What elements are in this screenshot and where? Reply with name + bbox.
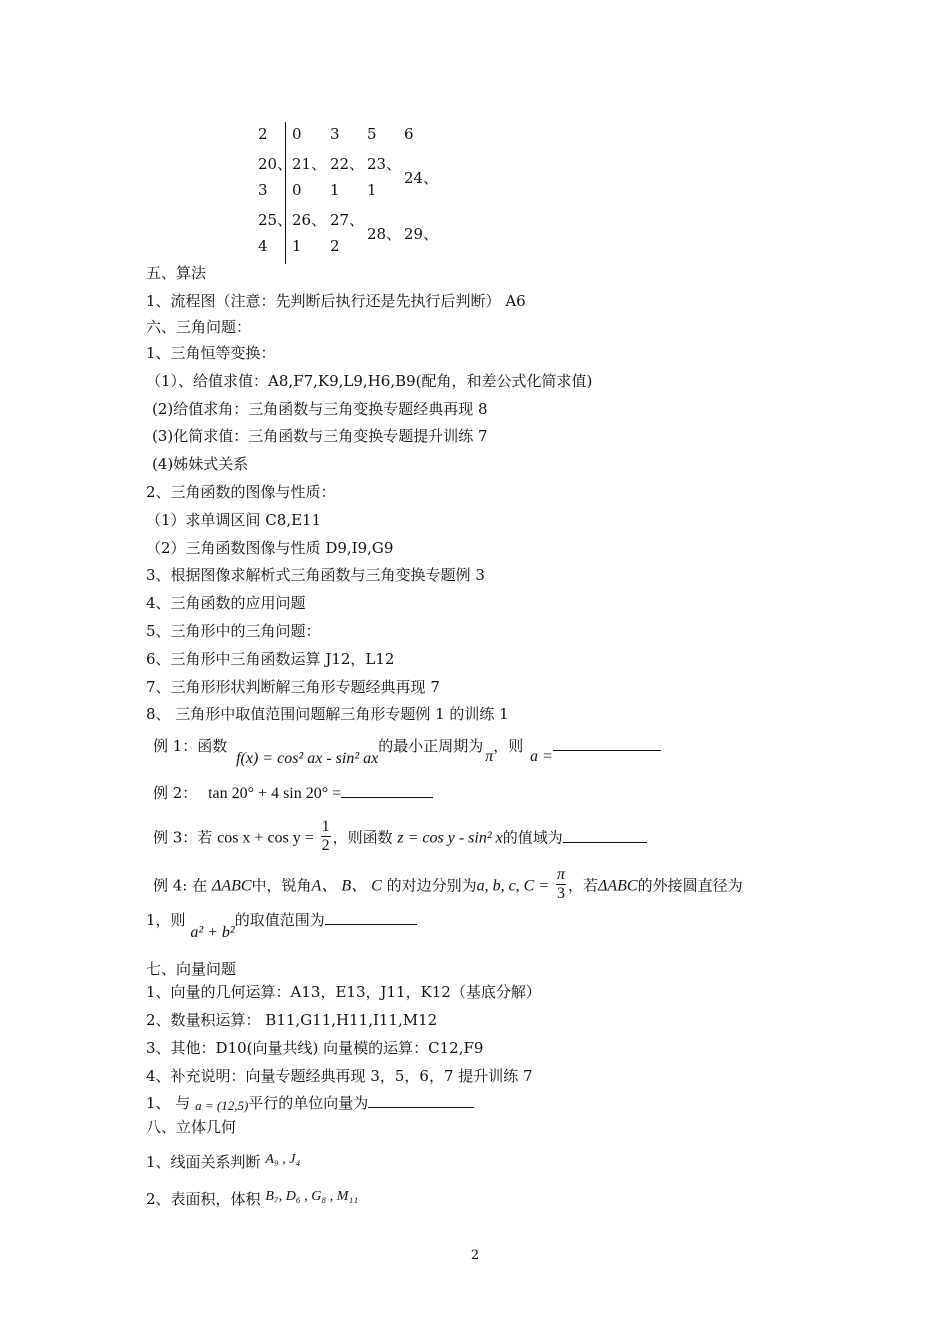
list-item: 4、补充说明：向量专题经典再现 3，5，6，7 提升训练 7 <box>146 1067 533 1085</box>
formula: A₉ , J₄ <box>265 1152 301 1167</box>
example-text: 1，则 <box>146 911 186 929</box>
list-item: (3)化简求值：三角函数与三角变换专题提升训练 7 <box>152 427 488 445</box>
section-title: 八、立体几何 <box>146 1118 237 1136</box>
section-title: 六、三角问题： <box>146 318 252 336</box>
list-item: 1、流程图（注意：先判断后执行还是先执行后判断） A6 <box>146 292 526 310</box>
stem: 2 <box>258 125 268 143</box>
formula: B₇, D₆ , G₈ , M₁₁ <box>265 1189 359 1204</box>
formula: ΔABC <box>211 877 252 895</box>
list-item <box>146 1094 474 1113</box>
leaf: 26、 <box>292 211 327 229</box>
formula: a² + b² <box>190 924 235 941</box>
example-4 <box>153 868 743 905</box>
formula: A、 B、 C <box>311 877 382 895</box>
example-4-continued <box>146 911 417 941</box>
leaf: 1 <box>330 181 340 199</box>
leaf: 6 <box>404 125 414 143</box>
example-2 <box>153 784 433 803</box>
list-item: 2、三角函数的图像与性质： <box>146 483 336 501</box>
example-text: ，则 <box>493 737 524 755</box>
formula: cos x + cos y = <box>217 829 314 847</box>
list-item: 3、其他：D10(向量共线) 向量模的运算：C12,F9 <box>146 1039 484 1057</box>
leaf: 29、 <box>404 225 439 243</box>
example-1 <box>153 737 661 767</box>
answer-blank[interactable] <box>553 738 661 751</box>
leaf: 0 <box>292 181 302 199</box>
example-3 <box>153 820 647 857</box>
example-text: ，若 <box>567 876 598 895</box>
list-item: (4)姊妹式关系 <box>152 455 249 473</box>
formula: ΔABC <box>597 877 638 895</box>
stem: 20、 <box>258 155 293 173</box>
leaf: 27、 <box>330 211 365 229</box>
section-title: 七、向量问题 <box>146 960 237 978</box>
list-item <box>146 1153 300 1173</box>
list-item: (2)给值求角：三角函数与三角变换专题经典再现 8 <box>152 400 488 418</box>
stem-leaf-divider <box>285 122 286 264</box>
denominator: 3 <box>556 885 565 902</box>
example-label: 例 3：若 <box>153 828 213 847</box>
list-item: 1、三角恒等变换： <box>146 344 276 362</box>
leaf: 22、 <box>330 155 365 173</box>
answer-blank[interactable] <box>341 785 433 798</box>
pi-symbol: π <box>485 748 494 765</box>
example-text: 的取值范围为 <box>234 911 325 929</box>
example-text: 的对边分别为 <box>386 876 477 895</box>
page-number: 2 <box>470 1248 480 1263</box>
list-item: 3、根据图像求解析式三角函数与三角变换专题例 3 <box>146 566 485 584</box>
vector-formula: a = (12,5) <box>195 1098 249 1113</box>
formula: a = <box>530 748 553 765</box>
list-item: （1）求单调区间 C8,E11 <box>146 511 322 529</box>
list-item: 1、向量的几何运算：A13，E13，J11，K12（基底分解） <box>146 983 541 1001</box>
list-item: 7、三角形形状判断解三角形专题经典再现 7 <box>146 678 440 696</box>
example-label: 例 1：函数 <box>153 737 228 755</box>
stem: 3 <box>258 181 268 199</box>
list-item: （1）、给值求值：A8,F7,K9,L9,H6,B9(配角，和差公式化简求值) <box>146 372 593 390</box>
leaf: 24、 <box>404 169 439 187</box>
example-label: 例 2： <box>153 784 198 802</box>
leaf: 2 <box>330 237 340 255</box>
example-text: ，则函数 <box>332 828 393 847</box>
list-item: （2）三角函数图像与性质 D9,I9,G9 <box>146 539 394 557</box>
list-text: 1、线面关系判断 <box>146 1153 261 1171</box>
stem: 25、 <box>258 211 293 229</box>
leaf: 0 <box>292 125 302 143</box>
section-title: 五、算法 <box>146 264 207 282</box>
denominator: 2 <box>321 837 330 854</box>
formula: f(x) = cos² ax - sin² ax <box>236 750 379 767</box>
leaf: 28、 <box>367 225 402 243</box>
formula: z = cos y - sin² x <box>397 829 503 847</box>
example-text: 的值域为 <box>502 828 563 847</box>
answer-blank[interactable] <box>563 830 647 843</box>
answer-blank[interactable] <box>368 1095 474 1108</box>
example-label: 例 4: 在 <box>153 876 208 895</box>
leaf: 1 <box>367 181 377 199</box>
leaf: 1 <box>292 237 302 255</box>
leaf: 23、 <box>367 155 402 173</box>
numerator: 1 <box>321 818 330 835</box>
numerator: π <box>556 866 565 883</box>
example-text: 中，锐角 <box>251 876 312 895</box>
leaf: 5 <box>367 125 377 143</box>
list-text: 平行的单位向量为 <box>248 1094 369 1112</box>
fraction-pi-over-3 <box>556 866 566 903</box>
answer-blank[interactable] <box>325 912 417 925</box>
list-item: 2、数量积运算： B11,G11,H11,I11,M12 <box>146 1011 438 1029</box>
formula: tan 20° + 4 sin 20° = <box>208 785 342 802</box>
stem: 4 <box>258 237 268 255</box>
list-item: 6、三角形中三角函数运算 J12，L12 <box>146 650 395 668</box>
list-item <box>146 1190 358 1210</box>
fraction-one-half <box>321 818 331 855</box>
list-item: 8、 三角形中取值范围问题解三角形专题例 1 的训练 1 <box>146 705 509 723</box>
leaf: 21、 <box>292 155 327 173</box>
list-text: 2、表面积，体积 <box>146 1190 261 1208</box>
list-item: 4、三角函数的应用问题 <box>146 594 306 612</box>
list-item: 5、三角形中的三角问题： <box>146 622 321 640</box>
example-text: 的外接圆直径为 <box>637 876 743 895</box>
formula: a, b, c, C = <box>476 877 550 895</box>
leaf: 3 <box>330 125 340 143</box>
example-text: 的最小正周期为 <box>378 737 484 755</box>
list-text: 1、 与 <box>146 1094 191 1112</box>
